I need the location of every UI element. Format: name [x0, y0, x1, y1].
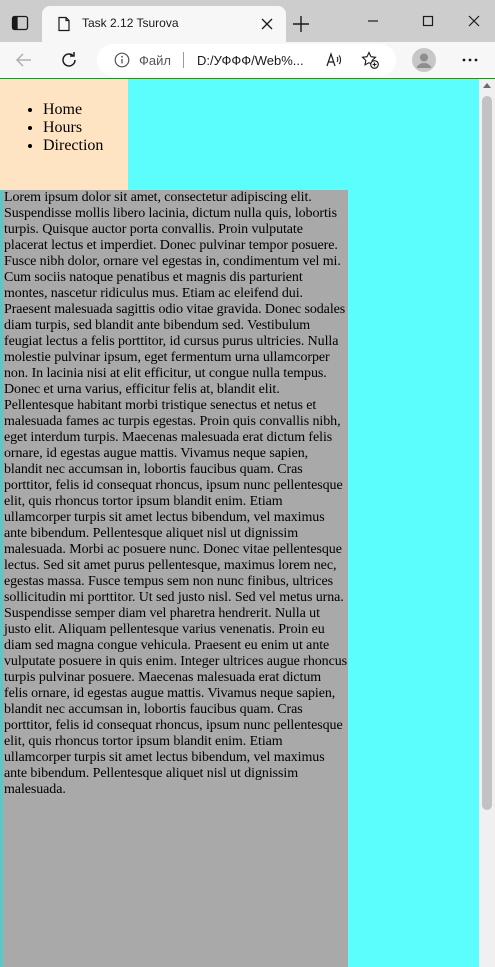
- url-text[interactable]: D:/УФФФ/Web%...: [197, 53, 304, 68]
- scheme-label: Файл: [139, 53, 171, 68]
- nav-item-hours[interactable]: • Hours: [43, 119, 103, 137]
- minimize-icon[interactable]: [364, 12, 382, 30]
- navigation-list: [43, 101, 103, 155]
- profile-icon[interactable]: [412, 48, 436, 72]
- navigation-box: [0, 79, 128, 190]
- active-tab[interactable]: [42, 6, 286, 42]
- close-icon[interactable]: [260, 17, 274, 31]
- scroll-up-arrow-icon[interactable]: [483, 83, 491, 88]
- read-aloud-icon[interactable]: [325, 51, 343, 69]
- plus-icon[interactable]: [291, 14, 311, 34]
- maximize-icon[interactable]: [419, 12, 437, 30]
- address-divider: [183, 52, 184, 68]
- tab-strip: [0, 0, 495, 42]
- nav-item-direction[interactable]: • Direction: [43, 137, 103, 155]
- vertical-scrollbar[interactable]: [479, 79, 495, 967]
- nav-item-home[interactable]: • Home: [43, 101, 103, 119]
- content-box: [3, 190, 348, 967]
- star-add-icon[interactable]: [361, 51, 379, 69]
- arrow-left-icon[interactable]: [14, 50, 34, 70]
- scrollbar-thumb[interactable]: [482, 96, 492, 810]
- tab-actions-icon[interactable]: [10, 13, 30, 33]
- info-icon[interactable]: [114, 52, 130, 68]
- address-bar[interactable]: [97, 44, 396, 76]
- reload-icon[interactable]: [59, 50, 79, 70]
- window-close-icon[interactable]: [465, 12, 483, 30]
- more-horizontal-icon[interactable]: [461, 50, 479, 70]
- tab-title: Task 2.12 Tsurova: [82, 16, 179, 30]
- browser-toolbar: [0, 42, 495, 78]
- page-viewport: [0, 78, 495, 967]
- page-icon: [56, 16, 72, 32]
- content-paragraph: Lorem ipsum dolor sit amet, consectetur adipiscing elit. Suspendisse mollis libero lacinia, dictum nulla quis, lobortis turpis. Quisque auctor porta convallis. Proin vulputate placerat lectus et imperdiet. Donec pulvinar tempor posuere. Fusce nibh dolor, ornare vel egestas in, condimentum vel mi. Cum sociis natoque penatibus et magnis dis parturient montes, nascetur ridiculus mus. Etiam ac eleifend dui. Praesent malesuada sagittis odio vitae gravida. Donec sodales diam turpis, sed blandit ante bibendum sed. Vestibulum feugiat lectus a felis porttitor, id cursus purus ultricies. Nulla molestie pulvinar ipsum, eget fermentum urna ullamcorper non. In lacinia nisi at elit efficitur, ut congue nulla tempus. Donec et urna varius, efficitur felis at, blandit elit. Pellentesque habitant morbi tristique senectus et netus et malesuada fames ac turpis egestas. Proin quis convallis nibh, eget interdum turpis. Maecenas malesuada erat dictum felis ornare, id egestas augue mattis. Vivamus neque sapien, blandit nec accumsan in, lobortis faucibus quam. Cras porttitor, felis id consequat rhoncus, ipsum nunc pellentesque elit, quis rhoncus tortor ipsum blandit enim. Etiam ullamcorper turpis sit amet lectus bibendum, vel maximus ante bibendum. Pellentesque aliquet nisl ut dignissim malesuada. Morbi ac posuere nunc. Donec vitae pellentesque lectus. Sed sit amet purus pellentesque, maximus lorem nec, egestas massa. Fusce tempus sem non nunc finibus, ultrices sollicitudin mi porttitor. Ut sed justo nisl. Sed vel metus urna. Suspendisse semper diam vel pharetra hendrerit. Nulla ut justo elit. Aliquam pellentesque varius venenatis. Proin eu diam sed magna congue vehicula. Praesent eu enim ut ante vulputate posuere in quis enim. Integer ultrices augue rhoncus turpis pulvinar posuere. Maecenas malesuada erat dictum felis ornare, id egestas augue mattis. Vivamus neque sapien, blandit nec accumsan in, lobortis faucibus quam. Cras porttitor, felis id consequat rhoncus, ipsum nunc pellentesque elit, quis rhoncus tortor ipsum blandit enim. Etiam ullamcorper turpis sit amet lectus bibendum, vel maximus ante bibendum. Pellentesque aliquet nisl ut dignissim malesuada.: [4, 190, 347, 797]
